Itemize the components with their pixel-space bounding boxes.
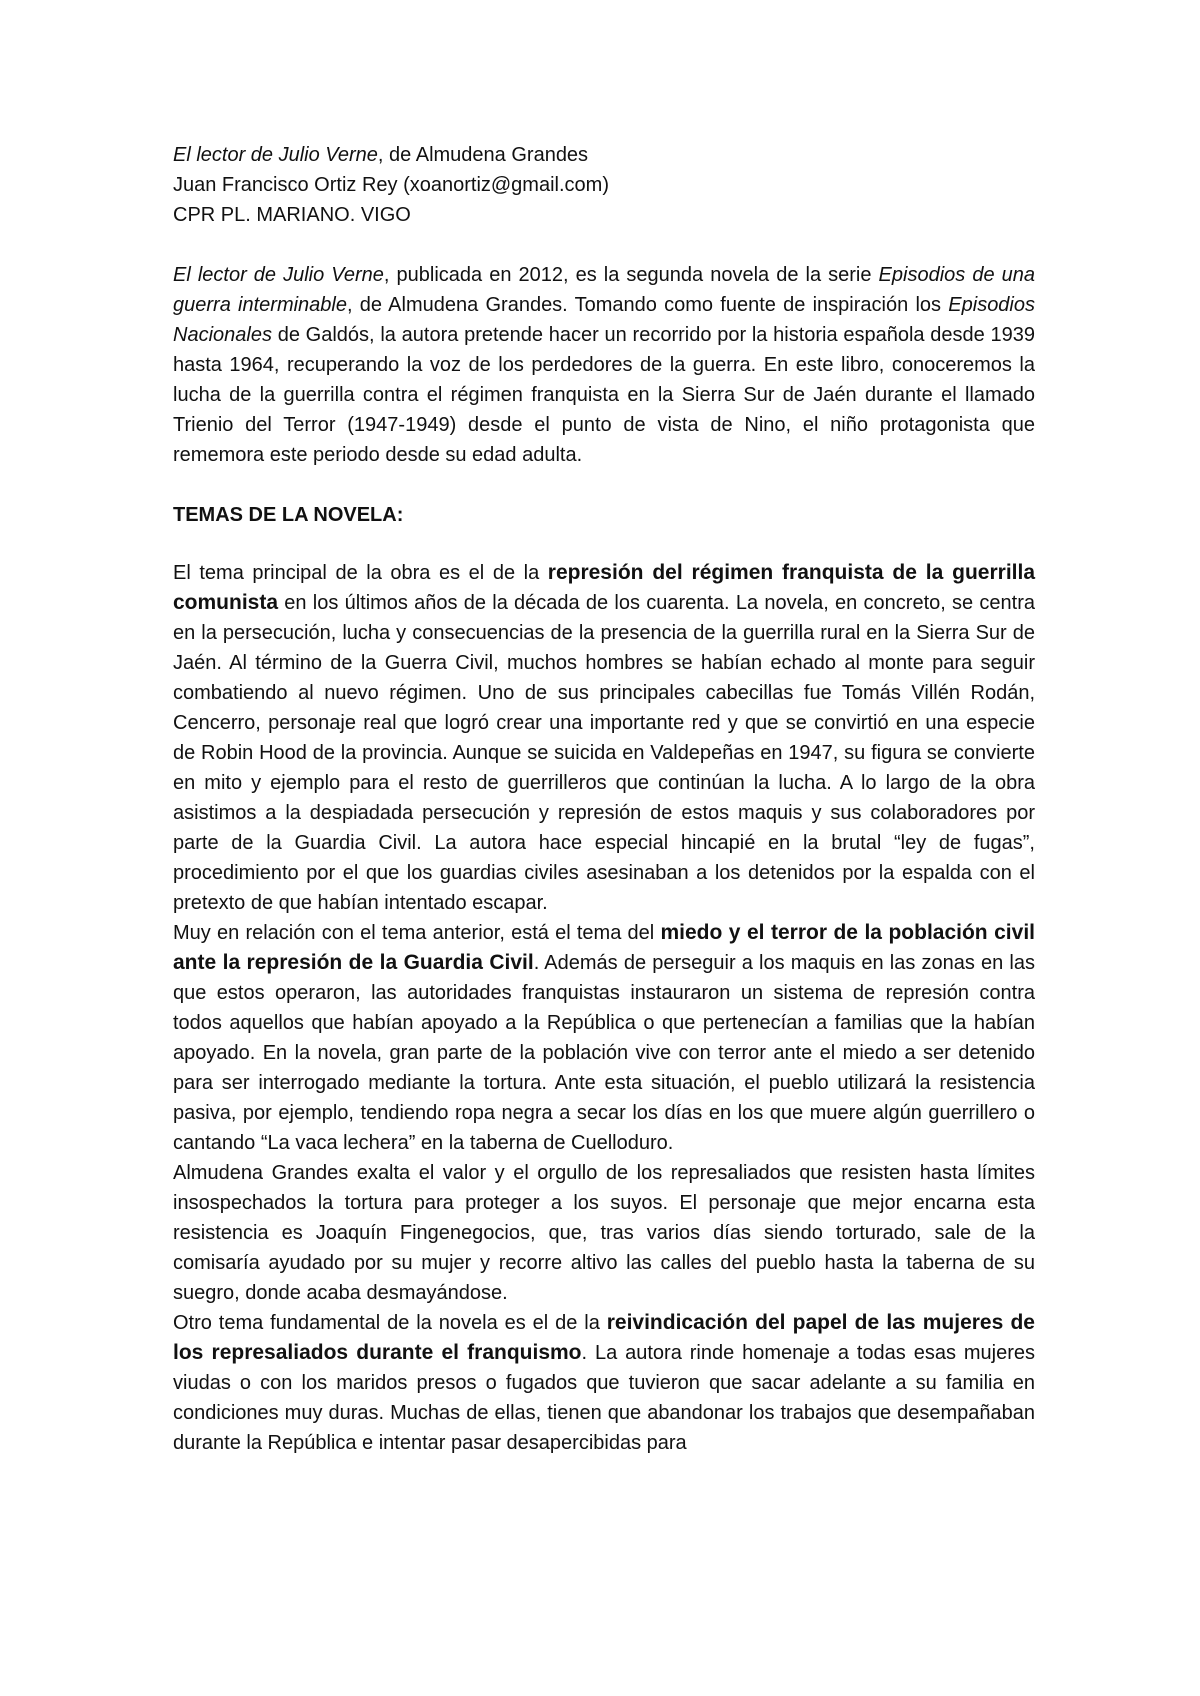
book-title: El lector de Julio Verne — [173, 144, 378, 166]
theme-paragraph-1 — [173, 558, 1035, 918]
theme-text: en los últimos años de la década de los cuarenta. La novela, en concreto, se centra en la persecución, lucha y consecuencias de la presencia de la guerrilla rural en la Sierra Sur de Jaén. Al término de la Guerra Civil, muchos hombres se habían echado al monte para seguir combatiendo al nuevo régimen. Uno de sus principales cabecillas fue Tomás Villén Rodán, Cencerro, personaje real que logró crear una importante red y que se convirtió en una especie de Robin Hood de la provincia. Aunque se suicida en Valdepeñas en 1947, su figura se convierte en mito y ejemplo para el resto de guerrilleros que continúan la lucha. A lo largo de la obra asistimos a la despiadada persecución y represión de estos maquis y sus colaboradores por parte de la Guardia Civil. La autora hace especial hincapié en la brutal “ley de fugas”, procedimiento por el que los guardias civiles asesinaban a los detenidos por la espalda con el pretexto de que habían intentado escapar. — [173, 592, 1035, 914]
theme-paragraph-4 — [173, 1308, 1035, 1458]
section-heading: TEMAS DE LA NOVELA: — [173, 504, 404, 526]
header-author-line: Juan Francisco Ortiz Rey (xoanortiz@gmail.com) — [173, 174, 609, 196]
theme-paragraph-2 — [173, 918, 1035, 1158]
theme-paragraph-3: Almudena Grandes exalta el valor y el orgullo de los represaliados que resisten hasta límites insospechados la tortura para proteger a los suyos. El personaje que mejor encarna esta resistencia es Joaquín Fingenegocios, que, tras varios días siendo torturado, sale de la comisaría ayudado por su mujer y recorre altivo las calles del pueblo hasta la taberna de su suegro, donde acaba desmayándose. — [173, 1162, 1035, 1304]
theme-highlight: represión del régimen franquista de la guerrilla comunista — [173, 561, 1035, 614]
document-page — [173, 140, 1035, 1458]
header-school-line: CPR PL. MARIANO. VIGO — [173, 204, 411, 226]
theme-highlight: reivindicación del papel de las mujeres de los represaliados durante el franquismo — [173, 1311, 1035, 1364]
spacer — [173, 530, 1035, 558]
spacer — [173, 470, 1035, 500]
theme-highlight: miedo y el terror de la población civil ante la represión de la Guardia Civil — [173, 921, 1035, 974]
theme-text: . Además de perseguir a los maquis en las zonas en las que estos operaron, las autoridades franquistas instauraron un sistema de represión contra todos aquellos que habían apoyado a la República o que pertenecían a familias que la habían apoyado. En la novela, gran parte de la población vive con terror ante el miedo a ser detenido para ser interrogado mediante la tortura. Ante esta situación, el pueblo utilizará la resistencia pasiva, por ejemplo, tendiendo ropa negra a secar los días en los que muere algún guerrillero o cantando “La vaca lechera” en la taberna de Cuelloduro. — [173, 952, 1035, 1154]
theme-text: El tema principal de la obra es el de la — [173, 562, 548, 584]
theme-text: . La autora rinde homenaje a todas esas mujeres viudas o con los maridos presos o fugados que tuvieron que sacar adelante a su familia en condiciones muy duras. Muchas de ellas, tienen que abandonar los trabajos que desempañaban durante la República e intentar pasar desapercibidas para — [173, 1342, 1035, 1454]
book-author: , de Almudena Grandes — [377, 144, 589, 166]
header-title-line — [173, 140, 1035, 170]
intro-title-italic: El lector de Julio Verne — [173, 264, 384, 286]
intro-text: , de Almudena Grandes. Tomando como fuente de inspiración los — [347, 294, 949, 316]
theme-text: Otro tema fundamental de la novela es el de la — [173, 1312, 607, 1334]
intro-episodios-italic: Episodios Nacionales — [173, 294, 1035, 346]
spacer — [173, 230, 1035, 260]
intro-text: , publicada en 2012, es la segunda novela de la serie — [383, 264, 879, 286]
intro-paragraph — [173, 260, 1035, 470]
intro-text: de Galdós, la autora pretende hacer un recorrido por la historia española desde 1939 hasta 1964, recuperando la voz de los perdedores de la guerra. En este libro, conoceremos la lucha de la guerrilla contra el régimen franquista en la Sierra Sur de Jaén durante el llamado Trienio del Terror (1947-1949) desde el punto de vista de Nino, el niño protagonista que rememora este periodo desde su edad adulta. — [173, 324, 1035, 466]
theme-text: Muy en relación con el tema anterior, está el tema del — [173, 922, 661, 944]
intro-series-italic: Episodios de una guerra interminable — [173, 264, 1035, 316]
